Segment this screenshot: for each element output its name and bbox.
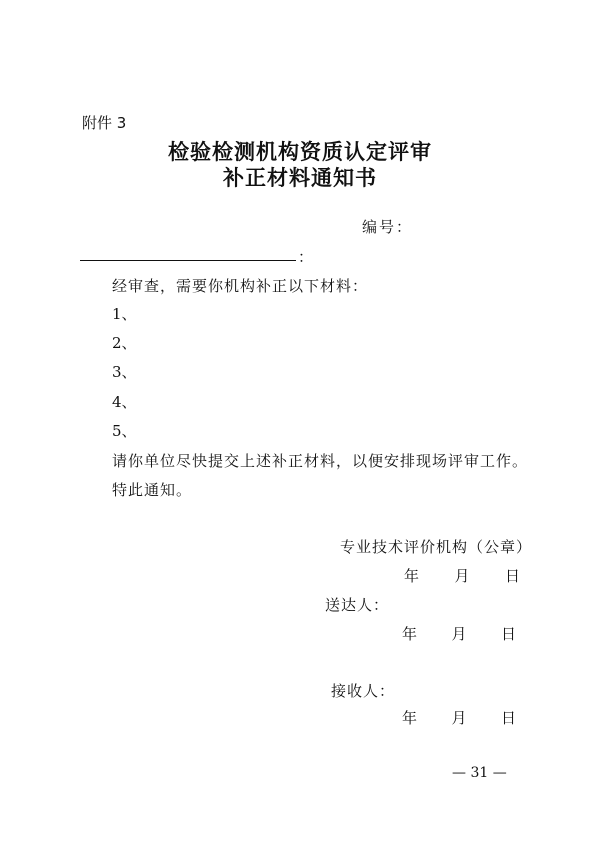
intro-paragraph: 经审查，需要你机构补正以下材料：: [112, 277, 369, 295]
year-label: 年: [402, 625, 418, 643]
organization-date: [404, 565, 520, 586]
addressee-colon: ：: [298, 248, 314, 266]
list-item: 1、: [112, 305, 137, 323]
day-label: 日: [504, 567, 520, 585]
closing-paragraph: 特此通知。: [112, 481, 193, 499]
month-label: 月: [451, 625, 467, 643]
year-label: 年: [402, 709, 418, 727]
organization-seal-label: 专业技术评价机构（公章）: [340, 538, 533, 556]
year-label: 年: [404, 567, 420, 585]
addressee-blank-line: [80, 260, 296, 261]
day-label: 日: [500, 625, 516, 643]
sender-date: [402, 623, 516, 644]
list-item: 5、: [112, 422, 137, 440]
page-number: — 31 —: [452, 765, 507, 781]
request-paragraph: 请你单位尽快提交上述补正材料，以便安排现场评审工作。: [112, 452, 529, 470]
list-item: 3、: [112, 363, 137, 381]
day-label: 日: [500, 709, 516, 727]
serial-number-label: 编号：: [362, 218, 414, 236]
receiver-date: [402, 707, 516, 728]
month-label: 月: [451, 709, 467, 727]
sender-label: 送达人：: [325, 596, 390, 614]
document-title-line2: 补正材料通知书: [223, 165, 377, 190]
document-title-line1: 检验检测机构资质认定评审: [168, 139, 432, 164]
list-item: 2、: [112, 334, 137, 352]
attachment-label: 附件 3: [82, 114, 127, 132]
month-label: 月: [454, 567, 470, 585]
receiver-label: 接收人：: [331, 682, 396, 700]
list-item: 4、: [112, 393, 137, 411]
